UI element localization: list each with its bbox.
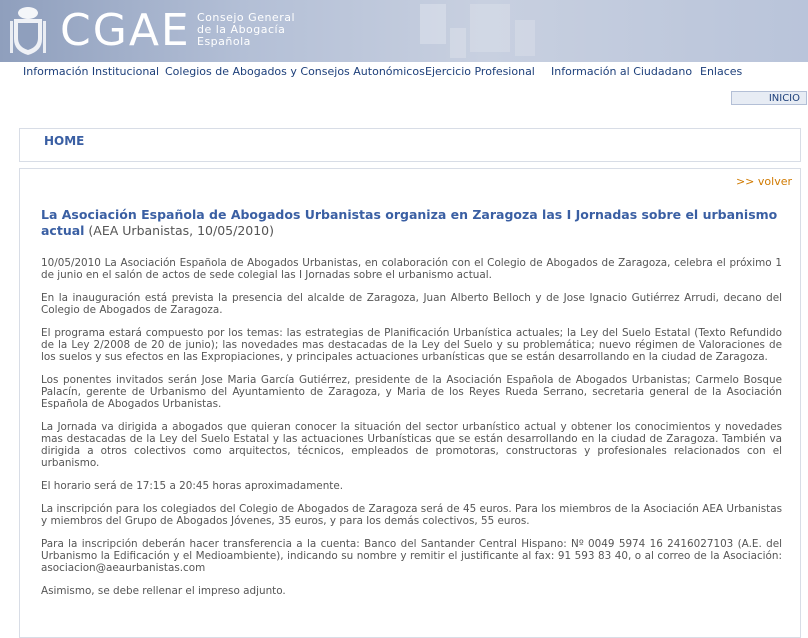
logo-subtitle-line: Consejo General <box>197 11 296 24</box>
inicio-button[interactable]: INICIO <box>731 91 807 105</box>
article-paragraph: Para la inscripción deberán hacer transferencia a la cuenta: Banco del Santander Central Hispano: Nº 0049 5974 16 2416027103 (A.E. del Urbanismo la Edificación y el Medioambiente), indicando su nombre y remitir el justificante al fax: 91 593 83 40, o al correo de la Asociación: asociacion@aeaurbanistas.com <box>41 538 782 574</box>
article-paragraph: 10/05/2010 La Asociación Española de Abogados Urbanistas, en colaboración con el Colegio de Abogados de Zaragoza, celebra el próximo 1 de junio en el salón de actos de sede colegial las I Jornadas sobre el urbanismo actual. <box>41 257 782 281</box>
article-paragraph: Asimismo, se debe rellenar el impreso adjunto. <box>41 585 286 597</box>
back-link[interactable]: >> volver <box>735 175 792 188</box>
logo-subtitle-line: de la Abogacía <box>197 23 286 36</box>
cgae-logo-text[interactable]: CGAE <box>60 5 191 56</box>
article-source: (AEA Urbanistas, 10/05/2010) <box>84 223 275 238</box>
breadcrumb-home[interactable]: HOME <box>44 134 85 148</box>
breadcrumb <box>19 128 801 162</box>
site-header <box>0 0 808 62</box>
article-title: La Asociación Española de Abogados Urbanistas organiza en Zaragoza las I Jornadas sobre el urbanismo actual <box>41 207 778 238</box>
article-heading <box>41 207 782 239</box>
nav-informacion-institucional[interactable]: Información Institucional <box>23 65 160 78</box>
article-container <box>19 168 801 638</box>
coat-of-arms-watermark <box>380 0 560 62</box>
nav-ejercicio-profesional[interactable]: Ejercicio Profesional <box>425 65 535 78</box>
article-paragraph: La inscripción para los colegiados del Colegio de Abogados de Zaragoza será de 45 euros. Para los miembros de la Asociación AEA Urbanistas y miembros del Grupo de Abogados Jóvenes, 35 euros, y para los demás colectivos, 55 euros. <box>41 503 782 527</box>
article-paragraph: El horario será de 17:15 a 20:45 horas aproximadamente. <box>41 480 344 492</box>
main-nav <box>0 64 808 82</box>
article-paragraph: Los ponentes invitados serán Jose Maria García Gutiérrez, presidente de la Asociación Española de Abogados Urbanistas; Carmelo Bosque Palacín, gerente de Urbanismo del Ayuntamiento de Zaragoza, y Maria de los Reyes Rueda Serrano, secretaria general de la Asociación Española de Abogados Urbanistas. <box>41 374 782 410</box>
article <box>41 207 782 608</box>
nav-informacion-ciudadano[interactable]: Información al Ciudadano <box>551 65 693 78</box>
nav-colegios[interactable]: Colegios de Abogados y Consejos Autonómicos <box>165 65 425 78</box>
logo-subtitle <box>197 12 295 48</box>
article-paragraph: El programa estará compuesto por los temas: las estrategias de Planificación Urbanística actuales; la Ley del Suelo Estatal (Texto Refundido de la Ley 2/2008 de 20 de junio); las novedades mas destacadas de la Ley del Suelo y su problemática; nuevo régimen de Valoraciones de los suelos y sus efectos en las Expropiaciones, y principales actuaciones urbanísticas que se están desarrollando en la ciudad de Zaragoza. <box>41 327 782 363</box>
cgae-crest-icon[interactable] <box>8 5 48 57</box>
article-paragraph: La Jornada va dirigida a abogados que quieran conocer la situación del sector urbanístico actual y obtener los conocimientos y novedades mas destacadas de la Ley del Suelo Estatal y las actuaciones Urbanísticas que se están desarrollando en la ciudad de Zaragoza. También va dirigida a otros colectivos como arquitectos, técnicos, empleados de promotoras, constructoras y profesionales relacionados con el urbanismo. <box>41 421 782 469</box>
logo-subtitle-line: Española <box>197 35 251 48</box>
nav-enlaces[interactable]: Enlaces <box>700 65 743 78</box>
article-paragraph: En la inauguración está prevista la presencia del alcalde de Zaragoza, Juan Alberto Belloch y de Jose Ignacio Gutiérrez Arrudi, decano del Colegio de Abogados de Zaragoza. <box>41 292 782 316</box>
